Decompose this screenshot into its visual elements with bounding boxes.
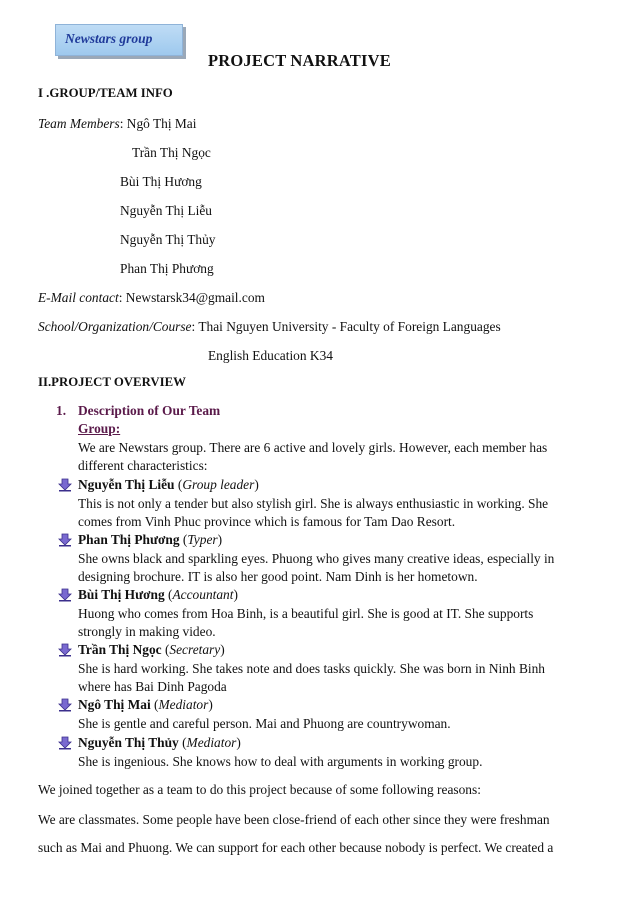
paragraph-line: We are classmates. Some people have been close-friend of each other since they were freshman: [38, 812, 550, 827]
member-role: Mediator: [186, 735, 237, 750]
member-text-line: comes from Vinh Phuc province which is famous for Tam Dao Resort.: [78, 514, 456, 529]
section-heading-project-overview: II.PROJECT OVERVIEW: [38, 375, 186, 389]
school-row: School/Organization/Course: Thai Nguyen University - Faculty of Foreign Languages: [38, 319, 501, 334]
member-heading: Trần Thị Ngọc (Secretary): [78, 642, 225, 657]
team-member: Phan Thị Phương: [120, 261, 214, 276]
member-heading: Bùi Thị Hương (Accountant): [78, 587, 238, 602]
email-row: E-Mail contact: Newstarsk34@gmail.com: [38, 290, 265, 305]
team-member: Ngô Thị Mai: [126, 116, 197, 131]
member-heading: Nguyễn Thị Liễu (Group leader): [78, 477, 259, 492]
paragraph: We joined together as a team to do this project because of some following reasons:: [38, 782, 481, 797]
group-label: Group:: [78, 421, 121, 436]
arrow-bullet-icon: [58, 698, 72, 712]
group-badge: [55, 24, 183, 56]
member-text-line: She is hard working. She takes note and does tasks quickly. She was born in Ninh Binh: [78, 661, 546, 676]
team-member: Bùi Thị Hương: [120, 174, 202, 189]
school-course: English Education K34: [208, 348, 333, 363]
section-heading-group-info: I .GROUP/TEAM INFO: [38, 86, 173, 100]
member-text-line: designing brochure. IT is also her good point. Nam Dinh is her hometown.: [78, 569, 478, 584]
member-text-line: She is gentle and careful person. Mai and Phuong are countrywoman.: [78, 716, 451, 731]
arrow-bullet-icon: [58, 736, 72, 750]
member-role: Group leader: [182, 477, 255, 492]
team-members-row: Team Members: Ngô Thị Mai: [38, 116, 197, 131]
member-heading: Phan Thị Phương (Typer): [78, 532, 223, 547]
member-name: Bùi Thị Hương: [78, 587, 165, 602]
team-member: Trần Thị Ngọc: [132, 145, 211, 160]
member-text-line: strongly in making video.: [78, 624, 216, 639]
list-number: 1.: [56, 403, 67, 418]
badge-label: Newstars group: [65, 31, 153, 46]
arrow-bullet-icon: [58, 533, 72, 547]
member-heading: Ngô Thị Mai (Mediator): [78, 697, 213, 712]
team-member: Nguyễn Thị Liễu: [120, 203, 212, 218]
team-member: Nguyễn Thị Thủy: [120, 232, 216, 247]
description-title: Description of Our Team: [78, 403, 221, 418]
team-members-label: Team Members: [38, 116, 120, 131]
school-label: School/Organization/Course: [38, 319, 192, 334]
member-text-line: She is ingenious. She knows how to deal with arguments in working group.: [78, 754, 483, 769]
paragraph-line: such as Mai and Phuong. We can support for each other because nobody is perfect. We created a: [38, 840, 554, 855]
member-name: Nguyễn Thị Thủy: [78, 735, 179, 750]
email-label: E-Mail contact: [38, 290, 119, 305]
arrow-bullet-icon: [58, 478, 72, 492]
page-title: PROJECT NARRATIVE: [208, 51, 391, 70]
member-role: Secretary: [169, 642, 221, 657]
email-value: Newstarsk34@gmail.com: [125, 290, 265, 305]
arrow-bullet-icon: [58, 643, 72, 657]
member-text-line: Huong who comes from Hoa Binh, is a beautiful girl. She is good at IT. She supports: [78, 606, 534, 621]
member-role: Typer: [187, 532, 218, 547]
group-text-line: We are Newstars group. There are 6 active and lovely girls. However, each member has: [78, 440, 548, 455]
member-text-line: She owns black and sparkling eyes. Phuong who gives many creative ideas, especially in: [78, 551, 555, 566]
group-text-line: different characteristics:: [78, 458, 208, 473]
member-text-line: This is not only a tender but also stylish girl. She is always enthusiastic in working. She: [78, 496, 549, 511]
member-text-line: where has Bai Dinh Pagoda: [78, 679, 227, 694]
member-name: Nguyễn Thị Liễu: [78, 477, 175, 492]
member-role: Accountant: [172, 587, 234, 602]
member-name: Phan Thị Phương: [78, 532, 180, 547]
member-heading: Nguyễn Thị Thủy (Mediator): [78, 735, 241, 750]
member-name: Ngô Thị Mai: [78, 697, 151, 712]
member-role: Mediator: [158, 697, 209, 712]
school-value: Thai Nguyen University - Faculty of Foreign Languages: [198, 319, 501, 334]
arrow-bullet-icon: [58, 588, 72, 602]
member-name: Trần Thị Ngọc: [78, 642, 162, 657]
